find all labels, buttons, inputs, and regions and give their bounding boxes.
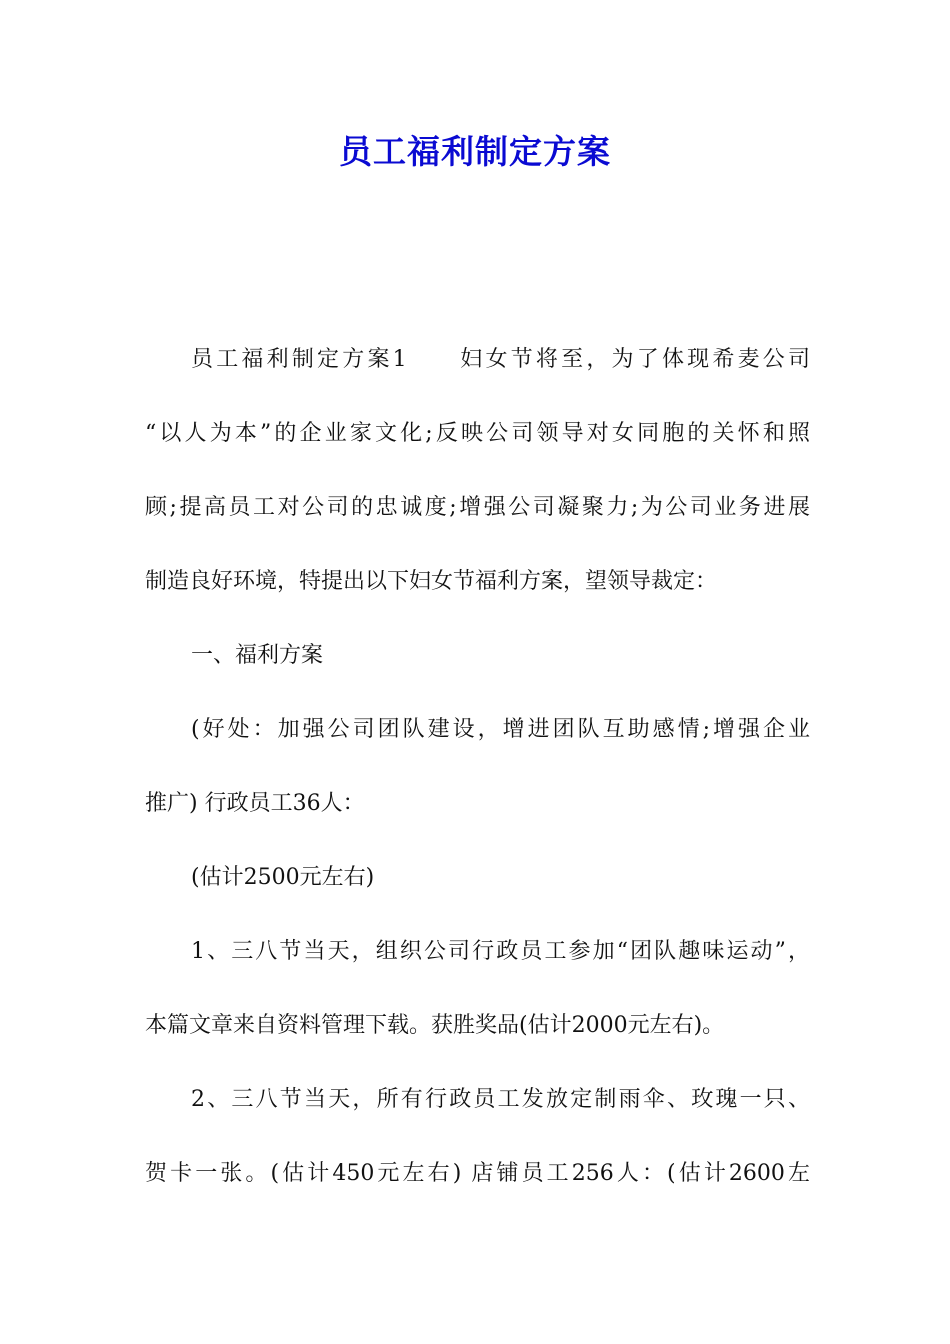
paragraph-line-8: (估计2500元左右) [191, 865, 375, 890]
paragraph-line-6: (好处：加强公司团队建设，增进团队互助感情;增强企业 [191, 717, 810, 742]
paragraph-line-2: “以人为本”的企业家文化;反映公司领导对女同胞的关怀和照 [145, 421, 810, 446]
document-title: 员工福利制定方案 [339, 132, 611, 171]
paragraph-line-9: 1、三八节当天，组织公司行政员工参加“团队趣味运动”， [191, 939, 810, 964]
paragraph-line-7: 推广) 行政员工36人： [145, 791, 365, 816]
paragraph-line-12: 贺卡一张。(估计450元左右) 店铺员工256人：(估计2600左 [145, 1161, 810, 1186]
paragraph-line-3: 顾;提高员工对公司的忠诚度;增强公司凝聚力;为公司业务进展 [145, 495, 810, 520]
document-body [145, 335, 810, 1223]
paragraph-line-1: 员工福利制定方案1 妇女节将至，为了体现希麦公司 [191, 347, 810, 372]
paragraph-line-10: 本篇文章来自资料管理下载。获胜奖品(估计2000元左右)。 [145, 1013, 725, 1038]
paragraph-line-11: 2、三八节当天，所有行政员工发放定制雨伞、玫瑰一只、 [191, 1087, 810, 1112]
section-heading-benefits: 一、福利方案 [191, 643, 324, 668]
paragraph-line-4: 制造良好环境，特提出以下妇女节福利方案，望领导裁定： [145, 569, 718, 594]
